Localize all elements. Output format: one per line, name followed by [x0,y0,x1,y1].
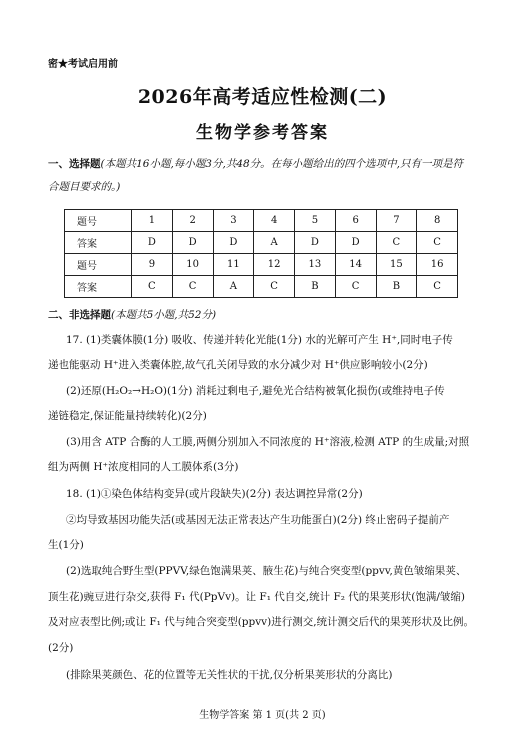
table-cell: 7 [376,210,417,232]
section2-heading: 二、非选择题 [48,309,111,321]
exam-title: 2026年高考适应性检测(二) [137,86,388,108]
table-cell: 13 [295,254,336,276]
confidential-mark: 密★考试启用前 [48,59,118,70]
section2-note: (本题共5小题,共52分) [111,309,217,321]
answer-line: (2)选取纯合野生型(PPVV,绿色饱满果荚、腋生花)与纯合突变型(ppvv,黄色皱缩果荚、 [66,565,467,577]
table-cell: D [335,232,376,254]
table-cell: C [335,276,376,298]
section1-note-cont: 合题目要求的。) [48,181,121,193]
table-cell: D [213,232,254,254]
table-row [65,276,458,298]
answer-line: 递也能驱动 H⁺进入类囊体腔,故气孔关闭导致的水分减少对 H⁺供应影响较小(2分) [48,359,428,371]
table-cell: 9 [132,254,173,276]
table-cell: 16 [417,254,458,276]
table-cell: 12 [254,254,295,276]
table-cell: 4 [254,210,295,232]
table-row [65,210,458,232]
page-footer: 生物学答案 第 1 页(共 2 页) [199,710,326,721]
table-cell: 15 [376,254,417,276]
section1-note: (本题共16小题,每小题3分,共48分。在每小题给出的四个选项中,只有一项是符 [100,158,464,170]
answer-line: (3)用含 ATP 合酶的人工膜,两侧分别加入不同浓度的 H⁺溶液,检测 ATP 的生成量;对照 [66,436,470,448]
table-cell: 3 [213,210,254,232]
answer-line: 及对应表型比例;或让 F₁ 代与纯合突变型(ppvv)进行测交,统计测交后代的果荚形状及比例。 [48,616,475,628]
row-label: 答案 [65,232,132,254]
row-label: 题号 [65,210,132,232]
answer-line: 18. (1)①染色体结构变异(或片段缺失)(2分) 表达调控异常(2分) [66,488,363,500]
answer-line: 递链稳定,保证能量持续转化)(2分) [48,410,207,422]
answer-line: (2分) [48,642,74,654]
answer-line: (排除果荚颜色、花的位置等无关性状的干扰,仅分析果荚形状的分离比) [66,669,393,681]
table-cell: C [254,276,295,298]
table-cell: C [417,232,458,254]
table-cell: 1 [132,210,173,232]
table-cell: C [417,276,458,298]
table-cell: B [295,276,336,298]
table-cell: 14 [335,254,376,276]
section1-heading: 一、选择题 [48,158,101,170]
table-cell: C [376,232,417,254]
table-cell: A [213,276,254,298]
table-cell: D [132,232,173,254]
table-cell: 11 [213,254,254,276]
section2-heading-line [48,307,216,322]
answer-line: (2)还原(H₂O₂→H₂O)(1分) 消耗过剩电子,避免光合结构被氧化损伤(或维持电子传 [66,385,445,397]
answer-line: 17. (1)类囊体膜(1分) 吸收、传递并转化光能(1分) 水的光解可产生 H⁺,同时电子传 [66,334,453,346]
table-cell: D [295,232,336,254]
answer-line: ②均导致基因功能失活(或基因无法正常表达产生功能蛋白)(2分) 终止密码子提前产 [66,514,450,526]
answer-table [64,209,458,298]
table-row [65,254,458,276]
table-cell: D [172,232,213,254]
table-row [65,232,458,254]
answer-line: 组为两侧 H⁺浓度相同的人工膜体系(3分) [48,461,239,473]
table-cell: 5 [295,210,336,232]
row-label: 答案 [65,276,132,298]
table-cell: 8 [417,210,458,232]
table-cell: B [376,276,417,298]
table-cell: A [254,232,295,254]
table-cell: C [132,276,173,298]
table-cell: C [172,276,213,298]
section1-heading-line [48,156,463,171]
exam-subtitle: 生物学参考答案 [196,123,329,143]
table-cell: 6 [335,210,376,232]
table-cell: 10 [172,254,213,276]
row-label: 题号 [65,254,132,276]
answer-line: 顶生花)豌豆进行杂交,获得 F₁ 代(PpVv)。让 F₁ 代自交,统计 F₂ 代的果荚形状(饱满/皱缩) [48,591,466,603]
answer-line: 生(1分) [48,539,84,551]
table-cell: 2 [172,210,213,232]
